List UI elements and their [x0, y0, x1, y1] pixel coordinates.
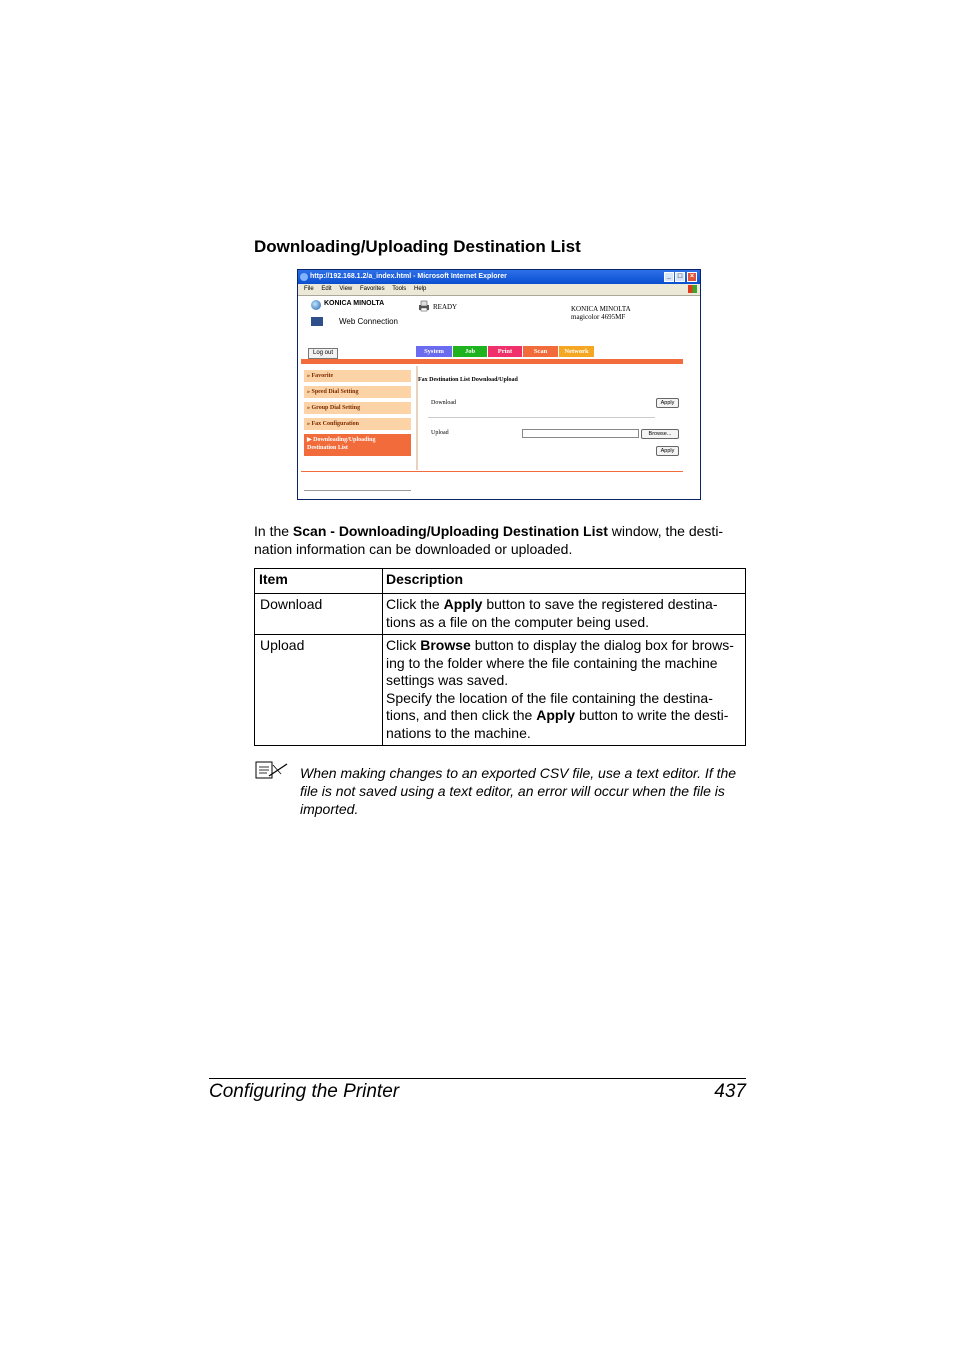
menu-tools[interactable]: Tools: [392, 286, 407, 292]
intro-text: window, the desti-: [607, 523, 724, 539]
page-number: 437: [714, 1081, 746, 1102]
footer-chapter-title: Configuring the Printer: [209, 1081, 400, 1102]
close-button[interactable]: ×: [687, 272, 697, 282]
sidebar: [301, 366, 418, 470]
table-cell-line: tions, and then click the Apply button to write the desti-: [386, 707, 729, 723]
upload-file-input[interactable]: [522, 429, 639, 438]
window-titlebar: [298, 270, 700, 284]
menu-edit[interactable]: Edit: [321, 286, 332, 292]
sidebar-item-label-line2: Destination List: [307, 445, 348, 451]
description-table: [254, 568, 746, 746]
table-cell-line: tions as a file on the computer being used.: [386, 613, 650, 630]
model-brand: KONICA MINOLTA: [571, 305, 631, 313]
section-heading: Downloading/Uploading Destination List: [254, 237, 581, 256]
intro-line-2: nation information can be downloaded or uploaded.: [254, 541, 573, 557]
menu-bar: [298, 284, 700, 296]
content-divider: [428, 417, 655, 418]
internet-explorer-icon: [300, 273, 308, 281]
download-apply-button[interactable]: Apply: [656, 398, 679, 408]
table-cell-line: nations to the machine.: [386, 724, 531, 741]
printer-icon: [418, 300, 430, 312]
tab-job[interactable]: Job: [453, 346, 487, 357]
table-header-description: Description: [386, 571, 464, 587]
sidebar-item-label: ▶ Downloading/Uploading: [307, 437, 376, 443]
table-cell-line: Click Browse button to display the dialog box for brows-: [386, 637, 734, 653]
tab-system[interactable]: System: [416, 346, 452, 357]
menu-file[interactable]: File: [304, 286, 314, 292]
table-column-divider: [382, 569, 383, 745]
table-cell-description: [386, 596, 718, 631]
sidebar-item-download-upload[interactable]: [304, 434, 411, 456]
note-line-3: imported.: [300, 801, 359, 817]
intro-line-1: [254, 522, 723, 540]
table-cell-line: Click the Apply button to save the registered destina-: [386, 596, 718, 612]
status-text: READY: [433, 303, 458, 311]
table-cell-item: Upload: [260, 637, 305, 653]
upload-label: Upload: [431, 430, 449, 436]
menu-view[interactable]: View: [339, 286, 353, 292]
tab-print[interactable]: Print: [488, 346, 522, 357]
menu-favorites[interactable]: Favorites: [359, 286, 385, 292]
header-divider: [301, 359, 683, 364]
sidebar-item-favorite[interactable]: » Favorite: [304, 370, 411, 382]
brand-name: KONICA MINOLTA: [324, 300, 385, 307]
logout-button[interactable]: Log out: [308, 348, 338, 359]
konica-minolta-logo-icon: [311, 300, 321, 310]
table-cell-line: ing to the folder where the file containing the machine: [386, 654, 718, 671]
sidebar-divider: [304, 490, 411, 491]
upload-apply-button[interactable]: Apply: [656, 446, 679, 456]
menu-help[interactable]: Help: [413, 286, 427, 292]
browser-screenshot: [297, 269, 701, 500]
note-line-1: When making changes to an exported CSV file, use a text editor. If the: [300, 765, 737, 781]
minimize-button[interactable]: _: [664, 272, 674, 282]
sidebar-item-fax-configuration[interactable]: » Fax Configuration: [304, 418, 411, 430]
table-cell-description: [386, 637, 734, 742]
table-cell-line: settings was saved.: [386, 672, 509, 688]
table-row-divider: [255, 634, 745, 635]
model-name: magicolor 4695MF: [571, 313, 626, 321]
download-label: Download: [431, 400, 456, 406]
table-header-item: Item: [259, 571, 288, 587]
web-connection-label: Web Connection: [339, 317, 398, 326]
sidebar-item-speed-dial[interactable]: » Speed Dial Setting: [304, 386, 411, 398]
maximize-button[interactable]: □: [675, 272, 685, 282]
note-line-2: file is not saved using a text editor, an error will occur when the file is: [300, 783, 725, 799]
tab-scan[interactable]: Scan: [523, 346, 558, 357]
pagescope-logo-icon: [311, 317, 323, 326]
note-icon: [255, 760, 289, 780]
content-title: Fax Destination List Download/Upload: [418, 377, 518, 383]
windows-flag-icon: [688, 285, 697, 293]
table-cell-item: Download: [260, 596, 323, 612]
footer-divider: [301, 471, 683, 472]
sidebar-item-group-dial[interactable]: » Group Dial Setting: [304, 402, 411, 414]
intro-text: In the: [254, 523, 293, 539]
window-title: http://192.168.1.2/a_index.html - Microsoft Internet Explorer: [310, 273, 507, 280]
table-header-divider: [255, 593, 745, 594]
browse-button[interactable]: Browse...: [641, 429, 679, 439]
table-cell-line: Specify the location of the file containing the destina-: [386, 689, 713, 706]
intro-window-name: Scan - Downloading/Uploading Destination List: [292, 523, 608, 539]
tab-network[interactable]: Network: [559, 346, 594, 357]
footer-rule: [209, 1078, 746, 1079]
